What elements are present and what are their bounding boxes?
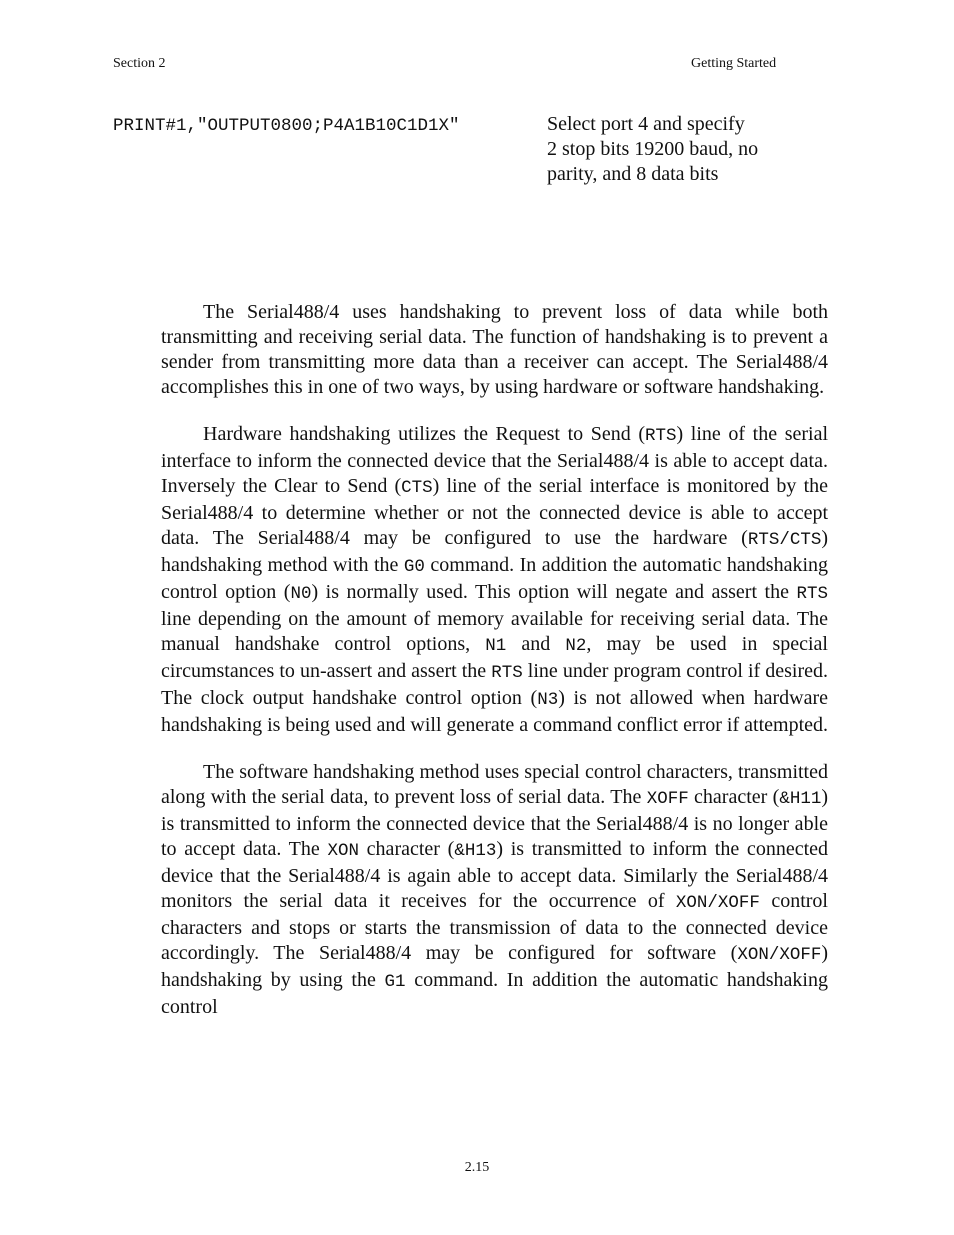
code-term: G0 (403, 557, 425, 577)
code-term: XOFF (646, 789, 689, 809)
header-section-label: Section 2 (113, 56, 166, 71)
text-run: The Serial488/4 uses handshaking to prevent loss of data while both transmitting and receiving serial data. The function of handshaking is to prevent a sender from transmitting more data than a receiver can accept. The Serial488/4 accomplishes this in one of two ways, by using hardware or software handshaking. (161, 301, 828, 398)
code-term: &H13 (454, 841, 497, 861)
code-term: N3 (537, 690, 559, 710)
example-comment (547, 112, 807, 187)
text-run: character ( (358, 838, 455, 860)
text-run: Hardware handshaking utilizes the Request to Send ( (203, 423, 646, 445)
text-run: command. In addition the automatic handshaking control option ( (161, 554, 828, 603)
code-term: RTS/CTS (747, 530, 822, 550)
text-run: ) handshaking by using the (161, 942, 828, 991)
text-run: line under program control if desired. The clock output handshake control option ( (161, 660, 828, 709)
header-chapter-title: Getting Started (691, 56, 777, 71)
text-run: line depending on the amount of memory available for receiving serial data. The manual handshake control options, (161, 608, 828, 655)
code-term: CTS (401, 478, 433, 498)
page-number: 2.15 (464, 1160, 490, 1175)
paragraph-handshaking-intro (161, 300, 828, 400)
code-term: N2 (565, 636, 587, 656)
text-run: control characters and stops or starts the transmission of data to the connected device accordingly. The Serial488/4 may be configured for software ( (161, 890, 828, 964)
code-term: &H11 (779, 789, 822, 809)
example-comment-line: parity, and 8 data bits (547, 163, 719, 185)
body-text (161, 300, 828, 1042)
code-term: N0 (290, 584, 312, 604)
paragraph-software-handshaking (161, 760, 828, 1020)
code-term: RTS (491, 663, 523, 683)
text-run: ) line of the serial interface is monitored by the Serial488/4 to determine whether or not the connected device is able to accept data. The Serial488/4 may be configured to use the hardware ( (161, 475, 828, 549)
text-run: The software handshaking method uses special control characters, transmitted along with the serial data, to prevent loss of serial data. The (161, 761, 828, 808)
code-term: N1 (485, 636, 507, 656)
code-term: RTS (796, 584, 828, 604)
text-run: ) is normally used. This option will negate and assert the (311, 581, 797, 603)
code-term: G1 (384, 972, 406, 992)
text-run: command. In addition the automatic handshaking control (161, 969, 828, 1018)
text-run: ) is not allowed when hardware handshaking is being used and will generate a command conflict error if attempted. (161, 687, 829, 736)
code-term: XON/XOFF (675, 893, 760, 913)
paragraph-hardware-handshaking (161, 422, 828, 738)
text-run: character ( (688, 786, 780, 808)
example-code: PRINT#1,"OUTPUT0800;P4A1B10C1D1X" (113, 116, 460, 136)
example-comment-line: Select port 4 and specify (547, 113, 745, 135)
code-term: RTS (645, 426, 677, 446)
text-run: , may be used in special circumstances to un-assert and assert the (161, 633, 828, 682)
code-term: XON/XOFF (737, 945, 822, 965)
text-run: ) handshaking method with the (161, 527, 828, 576)
example-comment-line: 2 stop bits 19200 baud, no (547, 138, 759, 160)
code-term: XON (327, 841, 359, 861)
text-run: ) line of the serial interface to inform the connected device that the Serial488/4 is able to accept data. Inversely the Clear to Send ( (161, 423, 829, 497)
text-run: ) is transmitted to inform the connected device that the Serial488/4 is again able to accept data. Similarly the Serial488/4 monitors the serial data it receives for the occurrence of (161, 838, 829, 912)
text-run: ) is transmitted to inform the connected device that the Serial488/4 is no longer able to accept data. The (161, 786, 828, 860)
text-run: and (506, 633, 566, 655)
